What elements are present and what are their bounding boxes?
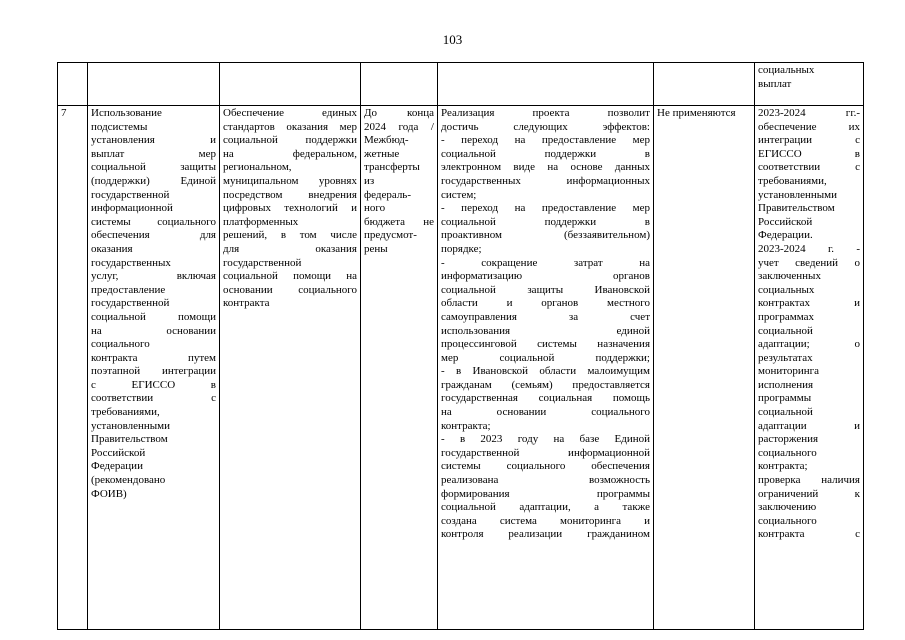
text-line: социального (91, 338, 150, 351)
text-line: заключенных (758, 270, 821, 283)
text-line: социальной адаптации, а также (441, 501, 650, 514)
text-line: государственная социальная помощь (441, 392, 650, 405)
text-line: социальной (758, 324, 813, 337)
table-row (58, 106, 864, 630)
text-line: расторжения (758, 433, 819, 446)
cont-cell-measure (88, 63, 220, 106)
goal-text (223, 107, 357, 628)
deadline-cell (361, 106, 438, 630)
text-line: подсистемы (91, 120, 148, 133)
text-line: социальной поддержки в (441, 147, 650, 160)
text-line: процессинговой системы назначения (441, 338, 650, 351)
cont-cell-results (755, 63, 864, 106)
text-line: обеспечение их (758, 120, 860, 133)
text-line: оказания (91, 242, 133, 255)
row-number: 7 (58, 106, 88, 630)
text-line: поэтапной интеграции (91, 365, 216, 378)
text-line: ограничений к (758, 487, 860, 500)
text-line: адаптации; о (758, 338, 860, 351)
text-line: Реализация проекта позволит (441, 107, 650, 119)
text-line: обеспечения для (91, 229, 216, 242)
page-number: 103 (442, 32, 463, 47)
text-line: выплат (758, 77, 792, 90)
text-line: социальной поддержки (223, 134, 357, 147)
text-line: информатизацию органов (441, 270, 650, 283)
text-line: контракта; (758, 460, 808, 473)
text-line: социальных (758, 283, 815, 296)
text-line: социального (758, 514, 817, 527)
text-line: установленными (91, 419, 171, 432)
text-line: - переход на предоставление мер (441, 134, 650, 147)
text-line: предусмот- (364, 229, 417, 242)
text-line: исполнения (758, 378, 814, 391)
text-line: государственной (223, 256, 302, 269)
text-line: контракта с (758, 528, 860, 541)
text-line: соответствии с (91, 392, 216, 405)
text-line: цифровых технологий и (223, 202, 357, 215)
text-line: гражданам (семьям) предоставляется (441, 378, 650, 391)
text-line: контракта (223, 297, 270, 310)
results-text (758, 107, 860, 628)
text-line: информационной (91, 202, 173, 215)
text-line: самоуправления за счет (441, 310, 650, 323)
text-line: адаптации и (758, 419, 860, 432)
cont-cell-num (58, 63, 88, 106)
text-line: социальных (758, 64, 815, 76)
text-line: федераль- (364, 188, 411, 201)
text-line: реализована возможность (441, 474, 650, 487)
text-line: с ЕГИССО в (91, 378, 216, 391)
text-line: государственных (91, 256, 171, 269)
text-line: программы (758, 392, 812, 405)
text-line: 2024 года / (364, 120, 434, 133)
text-line: создана система мониторинга и (441, 514, 650, 527)
text-line: стандартов оказания мер (223, 120, 357, 133)
text-line: рены (364, 242, 388, 255)
text-line: (поддержки) Единой (91, 174, 216, 187)
text-line: - переход на предоставление мер (441, 202, 650, 215)
text-line: мер социальной поддержки; (441, 351, 650, 364)
text-line: - в Ивановской области малоимущим (441, 365, 650, 378)
text-line: государственной (91, 188, 170, 201)
text-line: из (364, 174, 375, 187)
cont-cell-goal (220, 63, 361, 106)
text-line: достичь следующих эффектов: (441, 120, 650, 133)
text-line: Правительством (758, 202, 835, 215)
text-line: 2023-2024 гг.- (758, 107, 860, 119)
continuation-row (58, 63, 864, 106)
deadline-text (364, 107, 434, 628)
text-line: результатах (758, 351, 813, 364)
text-line: платформенных (223, 215, 299, 228)
text-line: основании социального (223, 283, 357, 296)
text-line: социальной помощи (91, 310, 216, 323)
text-line: интеграции с (758, 134, 860, 147)
text-line: - сокращение затрат на (441, 256, 650, 269)
text-line: 2023-2024 г. - (758, 242, 860, 255)
measure-text (91, 107, 216, 628)
text-line: заключению (758, 501, 817, 514)
measures-table (57, 62, 864, 630)
text-line: Правительством (91, 433, 168, 446)
text-line: системы социального обеспечения (441, 460, 650, 473)
text-line: требованиями, (758, 174, 827, 187)
text-line: социальной поддержки в (441, 215, 650, 228)
text-line: государственных информационных (441, 174, 650, 187)
text-line: социального (758, 446, 817, 459)
text-line: социальной защиты Ивановской (441, 283, 650, 296)
text-line: мониторинга (758, 365, 820, 378)
text-line: требованиями, (91, 406, 160, 419)
text-line: области и органов местного (441, 297, 650, 310)
text-line: бюджета не (364, 215, 434, 228)
text-line: Федерации (91, 460, 143, 473)
text-line: социальной помощи на (223, 270, 357, 283)
text-line: на федеральном, (223, 147, 357, 160)
effects-cell (438, 106, 654, 630)
text-line: проактивном (беззаявительном) (441, 229, 650, 242)
text-line: контракта путем (91, 351, 216, 364)
text-line: программах (758, 310, 815, 323)
text-line: услуг, включая (91, 270, 216, 283)
text-line: До конца (364, 107, 434, 119)
text-line: для оказания (223, 242, 357, 255)
text-line: системы социального (91, 215, 216, 228)
text-line: региональном, (223, 161, 292, 174)
text-line: Российской (91, 446, 146, 459)
cont-cell-applicability (654, 63, 755, 106)
text-line: Использование (91, 107, 162, 119)
text-line: Федерации. (758, 229, 813, 242)
text-line: соответствии с (758, 161, 860, 174)
text-line: на основании социального (441, 406, 650, 419)
text-line: учет сведений о (758, 256, 860, 269)
text-line: жетные (364, 147, 400, 160)
text-line: формирования программы (441, 487, 650, 500)
text-line: использования единой (441, 324, 650, 337)
text-line: Российской (758, 215, 813, 228)
text-line: Обеспечение единых (223, 107, 357, 119)
cont-results-text (758, 64, 860, 91)
text-line: Межбюд- (364, 134, 409, 147)
text-line: решений, в том числе (223, 229, 357, 242)
text-line: государственной информационной (441, 446, 650, 459)
goal-cell (220, 106, 361, 630)
text-line: ЕГИССО в (758, 147, 860, 160)
text-line: предоставление (91, 283, 166, 296)
text-line: трансферты (364, 161, 420, 174)
results-cell (755, 106, 864, 630)
measure-cell (88, 106, 220, 630)
text-line: социальной (758, 406, 813, 419)
text-line: выплат мер (91, 147, 216, 160)
text-line: контроля реализации гражданином (441, 528, 650, 541)
text-line: ного (364, 202, 386, 215)
effects-text (441, 107, 650, 628)
text-line: социальной защиты (91, 161, 216, 174)
text-line: посредством внедрения (223, 188, 357, 201)
text-line: порядке; (441, 242, 482, 255)
cont-cell-effects (438, 63, 654, 106)
text-line: установления и (91, 134, 216, 147)
cont-cell-deadline (361, 63, 438, 106)
text-line: электронном виде на основе данных (441, 161, 650, 174)
text-line: проверка наличия (758, 474, 860, 487)
text-line: ФОИВ) (91, 487, 127, 500)
text-line: на основании (91, 324, 216, 337)
text-line: установленными (758, 188, 838, 201)
text-line: контракта; (441, 419, 491, 432)
applicability-cell: Не применяются (654, 106, 755, 630)
text-line: государственной (91, 297, 170, 310)
text-line: (рекомендовано (91, 474, 166, 487)
text-line: - в 2023 году на базе Единой (441, 433, 650, 446)
text-line: муниципальном уровнях (223, 174, 357, 187)
text-line: контрактах и (758, 297, 860, 310)
text-line: систем; (441, 188, 477, 201)
